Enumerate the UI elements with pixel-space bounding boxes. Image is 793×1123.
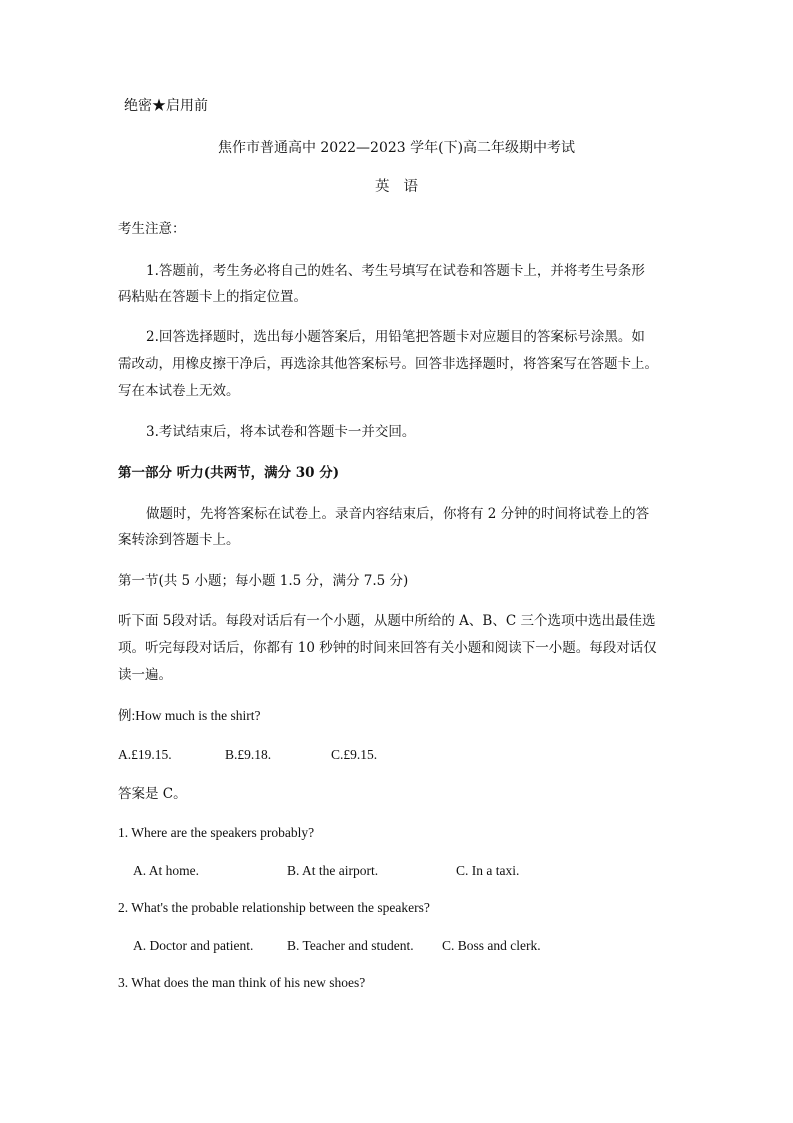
question-2-option-c: C. Boss and clerk. [442,938,541,953]
question-2-option-b: B. Teacher and student. [287,938,414,953]
exam-title: 焦作市普通高中 2022—2023 学年(下)高二年级期中考试 [217,140,576,156]
question-2-text: 2. What's the probable relationship between the speakers? [118,900,430,915]
part1-intro-line-1: 做题时，先将答案标在试卷上。录音内容结束后，你将有 2 分钟的时间将试卷上的答 [146,506,650,522]
question-1-option-b: B. At the airport. [287,863,379,878]
question-1-option-c: C. In a taxi. [456,863,520,878]
question-1-option-a: A. At home. [133,863,199,878]
example-option-b: B.£9.18. [225,747,272,762]
notice-item-3: 3.考试结束后，将本试卷和答题卡一并交回。 [146,424,416,440]
subject-title: 英语 [375,179,432,195]
section1-instructions-line-3: 读一遍。 [118,667,172,683]
example-answer: 答案是 C。 [118,786,187,802]
section1-heading: 第一节(共 5 小题；每小题 1.5 分，满分 7.5 分) [118,573,409,589]
part1-intro-line-2: 案转涂到答题卡上。 [118,532,240,548]
section1-instructions-line-2: 项。听完每段对话后，你都有 10 秒钟的时间来回答有关小题和阅读下一小题。每段对话仅 [118,640,657,656]
example-question: 例:How much is the shirt? [118,708,261,723]
question-1-text: 1. Where are the speakers probably? [118,825,315,840]
example-option-a: A.£19.15. [118,747,172,762]
notice-item-2-line-1: 2.回答选择题时，选出每小题答案后，用铅笔把答题卡对应题目的答案标号涂黑。如 [146,329,645,345]
part1-heading: 第一部分 听力(共两节，满分 30 分) [118,465,340,481]
question-2-option-a: A. Doctor and patient. [133,938,254,953]
section1-instructions-line-1: 听下面 5段对话。每段对话后有一个小题，从题中所给的 A、B、C 三个选项中选出最佳选 [118,613,656,629]
notice-item-2-line-3: 写在本试卷上无效。 [118,383,240,399]
notice-item-1-line-2: 码粘贴在答题卡上的指定位置。 [118,289,307,305]
confidential-label: 绝密★启用前 [124,98,208,114]
question-3-text: 3. What does the man think of his new shoes? [118,975,366,990]
notice-item-1-line-1: 1.答题前，考生务必将自己的姓名、考生号填写在试卷和答题卡上，并将考生号条形 [146,263,645,279]
notice-item-2-line-2: 需改动，用橡皮擦干净后，再选涂其他答案标号。回答非选择题时，将答案写在答题卡上。 [118,356,658,372]
example-option-c: C.£9.15. [331,747,378,762]
notice-heading: 考生注意： [118,221,186,237]
